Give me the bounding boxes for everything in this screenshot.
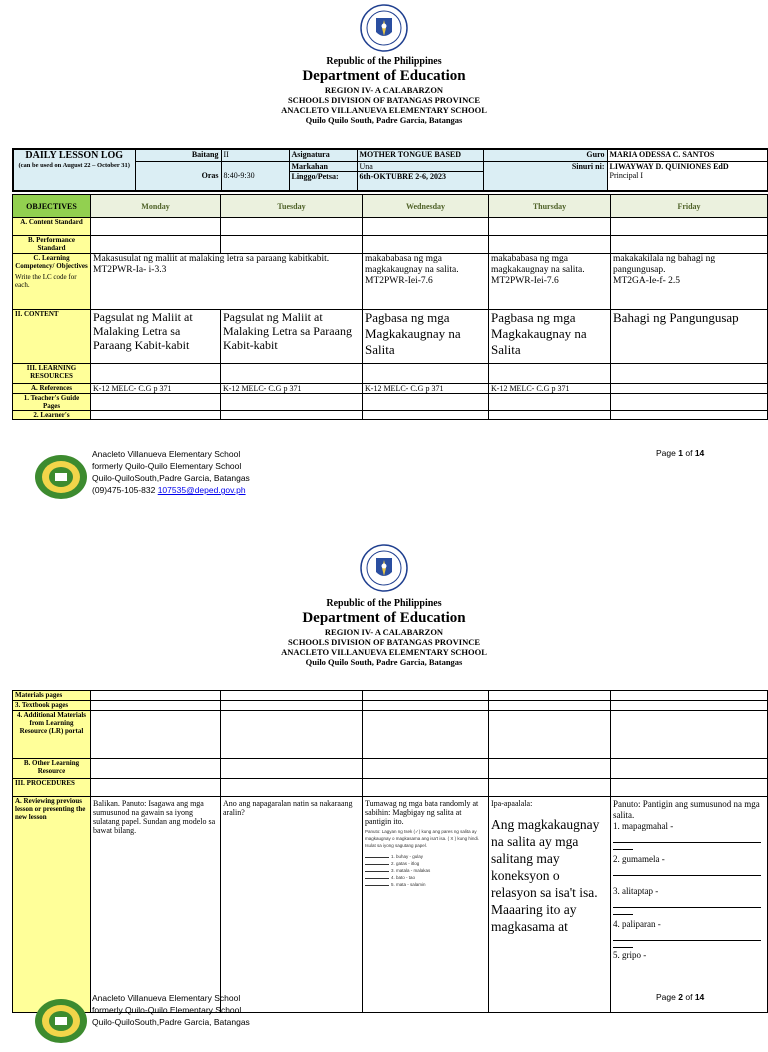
lesson-table-p2 <box>12 690 768 1013</box>
footer-school-name: Anacleto Villanueva Elementary School <box>92 993 241 1003</box>
page-1 <box>0 0 768 520</box>
review-thu <box>489 797 611 1013</box>
content-thu: Pagbasa ng mga Magkakaugnay na Salita <box>489 310 611 364</box>
row-label-references: A. References <box>13 384 91 394</box>
review-mon: Balikan. Panuto: Isagawa ang mga sumusunod na gawain sa iyong sulatang papel. Sundan ang modelo sa bawat bilang. <box>91 797 221 1013</box>
row-label-reviewing: A. Reviewing previous lesson or presenting the new lesson <box>13 797 91 1013</box>
page-total: 14 <box>694 992 705 1002</box>
review-wed-worksheet <box>365 828 486 888</box>
sinuri-title: Principal I <box>609 170 644 180</box>
guro-label: Guro <box>483 149 607 161</box>
row-label-competency: C. Learning Competency/ Objectives <box>15 254 88 270</box>
footer-school-name: Anacleto Villanueva Elementary School <box>92 449 241 459</box>
markahan-label: Markahan <box>290 162 357 172</box>
review-wed <box>363 797 489 1013</box>
footer-former-name: formerly Quilo-Quilo Elementary School <box>92 461 242 471</box>
header-republic: Republic of the Philippines <box>326 56 442 67</box>
oras-value: 8:40-9:30 <box>221 161 289 191</box>
competency-mon-tue <box>91 254 363 310</box>
page-current: 2 <box>678 992 683 1002</box>
footer-text-p2 <box>92 992 250 1028</box>
footer-address: Quilo-QuiloSouth,Padre Garcia, Batangas <box>92 473 250 483</box>
review-thu-text: Ang magkakaugnay na salita ay mga salitang may koneksyon o relasyon sa isa't isa. Maaaring ito ay magkasama at <box>491 817 600 934</box>
footer-email-link[interactable]: 107535@deped.gov.ph <box>157 485 246 495</box>
day-tuesday: Tuesday <box>221 195 363 218</box>
competency-mon-tue-text: Makasusulat ng maliit at malaking letra sa paraang kabitkabit. <box>93 254 330 264</box>
baitang-value: II <box>221 149 289 161</box>
of-word: of <box>685 992 693 1002</box>
review-fri-item-5: 5. gripo - <box>613 950 647 960</box>
row-label-other-resources: B. Other Learning Resource <box>13 759 91 779</box>
row-label-competency-note: Write the LC code for each. <box>15 273 77 289</box>
worksheet-item-4: 4. bato - tao <box>391 875 416 880</box>
markahan-linggo-values <box>357 161 483 191</box>
competency-wed-text: makababasa ng mga magkakaugnay na salita. <box>365 254 459 275</box>
page-2 <box>0 540 768 1027</box>
baitang-label: Baitang <box>135 149 221 161</box>
objectives-header: OBJECTIVES <box>13 195 91 218</box>
page-total: 14 <box>694 448 705 458</box>
row-label-performance-standard: B. Performance Standard <box>13 236 91 254</box>
page-word: Page <box>656 448 676 458</box>
log-info-table <box>12 148 768 192</box>
header-deped: Department of Education <box>302 68 466 84</box>
deped-seal-icon <box>360 544 408 592</box>
content-tue: Pagsulat ng Maliit at Malaking Letra sa Paraang Kabit-kabit <box>221 310 363 364</box>
footer-address: Quilo-QuiloSouth,Padre Garcia, Batangas <box>92 1017 250 1027</box>
row-label-competency-cell <box>13 254 91 310</box>
competency-fri <box>611 254 768 310</box>
header-deped: Department of Education <box>302 610 466 626</box>
review-wed-text: Tumawag ng mga bata randomly at sabihin: Magbigay ng salita at pantigin ito. <box>365 799 479 826</box>
log-title-cell <box>13 149 135 191</box>
log-note: (can be used on August 22 – October 31) <box>18 162 130 169</box>
answer-blank <box>613 865 761 876</box>
footer-text-p1 <box>92 448 250 496</box>
page-number-p2 <box>656 992 704 1002</box>
document-header-p2 <box>0 598 768 667</box>
row-label-procedures: III. PROCEDURES <box>13 779 91 797</box>
answer-blank <box>613 930 761 941</box>
footer-p1 <box>0 448 768 508</box>
worksheet-instruction: Panuto: Lagyan ng tsek (✓) kung ang pares ng salita ay magkaugnay o magkasama ang isa't isa. ( X ) kung hindi. Isulat sa iyong sagutang papel. <box>365 829 480 848</box>
competency-wed <box>363 254 489 310</box>
linggo-value: 6th-OKTUBRE 2-6, 2023 <box>359 171 446 181</box>
header-school: ANACLETO VILLANUEVA ELEMENTARY SCHOOL <box>281 647 487 657</box>
review-fri-item-3: 3. alitaptap - <box>613 886 659 896</box>
school-logo-icon <box>34 454 88 500</box>
content-fri: Bahagi ng Pangungusap <box>611 310 768 364</box>
header-region: REGION IV- A CALABARZON <box>324 85 444 95</box>
competency-thu-code: MT2PWR-Iei-7.6 <box>491 276 559 286</box>
row-label-textbook-pages: 3. Textbook pages <box>13 701 91 711</box>
competency-thu <box>489 254 611 310</box>
competency-thu-text: makababasa ng mga magkakaugnay na salita. <box>491 254 585 275</box>
row-label-content-standard: A. Content Standard <box>13 218 91 236</box>
answer-blank <box>613 897 761 908</box>
competency-mon-tue-code: MT2PWR-Ia- i-3.3 <box>93 265 167 275</box>
sinuri-cell <box>607 161 768 191</box>
page-number-p1 <box>656 448 704 458</box>
of-word: of <box>685 448 693 458</box>
worksheet-item-1: 1. buhay - gulay <box>391 854 424 859</box>
sinuri-value: LIWAYWAY D. QUINIONES EdD <box>609 161 729 171</box>
asignatura-value: MOTHER TONGUE BASED <box>357 149 483 161</box>
row-label-materials-pages: Materials pages <box>13 691 91 701</box>
references-tue: K-12 MELC- C.G p 371 <box>221 384 363 394</box>
header-school: ANACLETO VILLANUEVA ELEMENTARY SCHOOL <box>281 105 487 115</box>
day-thursday: Thursday <box>489 195 611 218</box>
markahan-linggo-labels <box>289 161 357 191</box>
competency-wed-code: MT2PWR-Iei-7.6 <box>365 276 433 286</box>
day-wednesday: Wednesday <box>363 195 489 218</box>
footer-p2 <box>0 992 768 1052</box>
worksheet-item-2: 2. gatas - itlog <box>391 861 420 866</box>
header-division: SCHOOLS DIVISION OF BATANGAS PROVINCE <box>287 637 481 647</box>
answer-blank <box>613 843 633 850</box>
row-label-learners: 2. Learner's <box>13 411 91 420</box>
references-thu: K-12 MELC- C.G p 371 <box>489 384 611 394</box>
content-mon: Pagsulat ng Maliit at Malaking Letra sa Paraang Kabit-kabit <box>91 310 221 364</box>
log-title: DAILY LESSON LOG <box>25 150 124 161</box>
row-label-learning-resources: III. LEARNING RESOURCES <box>13 364 91 384</box>
review-fri-item-1: 1. mapagmahal - <box>613 821 674 831</box>
references-wed: K-12 MELC- C.G p 371 <box>363 384 489 394</box>
school-logo-icon <box>34 998 88 1044</box>
review-fri <box>611 797 768 1013</box>
review-thu-intro: Ipa-apaalala: <box>491 799 533 808</box>
page-word: Page <box>656 992 676 1002</box>
day-monday: Monday <box>91 195 221 218</box>
page-current: 1 <box>678 448 683 458</box>
header-republic: Republic of the Philippines <box>326 598 442 609</box>
worksheet-item-3: 3. matala - malakas <box>391 868 431 873</box>
document-header <box>0 56 768 125</box>
answer-blank <box>613 908 633 915</box>
answer-blank <box>613 832 761 843</box>
footer-former-name: formerly Quilo-Quilo Elementary School <box>92 1005 242 1015</box>
worksheet-item-5: 5. mata - salamin <box>391 882 426 887</box>
header-region: REGION IV- A CALABARZON <box>324 627 444 637</box>
review-tue: Ano ang napagaralan natin sa nakaraang aralin? <box>221 797 363 1013</box>
markahan-value: Una <box>358 162 483 172</box>
content-wed: Pagbasa ng mga Magkakaugnay na Salita <box>363 310 489 364</box>
linggo-label: Linggo/Petsa: <box>291 171 339 181</box>
footer-phone: (09)475-105-832 <box>92 485 156 495</box>
oras-label: Oras <box>135 161 221 191</box>
references-mon: K-12 MELC- C.G p 371 <box>91 384 221 394</box>
competency-fri-text: makakakilala ng bahagi ng pangungusap. <box>613 254 716 275</box>
review-fri-instruction: Panuto: Pantigin ang sumusunod na mga salita. <box>613 799 760 820</box>
header-address: Quilo Quilo South, Padre Garcia, Batangas <box>305 657 463 667</box>
answer-blank <box>613 941 633 948</box>
lesson-table-p1 <box>12 194 768 420</box>
footer-contact <box>92 484 250 496</box>
asignatura-label: Asignatura <box>289 149 357 161</box>
competency-fri-code: MT2GA-Ie-f- 2.5 <box>613 276 681 286</box>
guro-value: MARIA ODESSA C. SANTOS <box>607 149 768 161</box>
row-label-teachers-guide: 1. Teacher's Guide Pages <box>13 394 91 411</box>
deped-seal-icon <box>360 4 408 52</box>
row-label-additional-materials: 4. Additional Materials from Learning Resource (LR) portal <box>13 711 91 759</box>
header-address: Quilo Quilo South, Padre Garcia, Batangas <box>305 115 463 125</box>
row-label-content: II. CONTENT <box>13 310 91 364</box>
review-fri-item-4: 4. paliparan - <box>613 919 661 929</box>
day-friday: Friday <box>611 195 768 218</box>
sinuri-label: Sinuri ni: <box>483 161 607 191</box>
review-fri-item-2: 2. gumamela - <box>613 854 665 864</box>
header-division: SCHOOLS DIVISION OF BATANGAS PROVINCE <box>287 95 481 105</box>
